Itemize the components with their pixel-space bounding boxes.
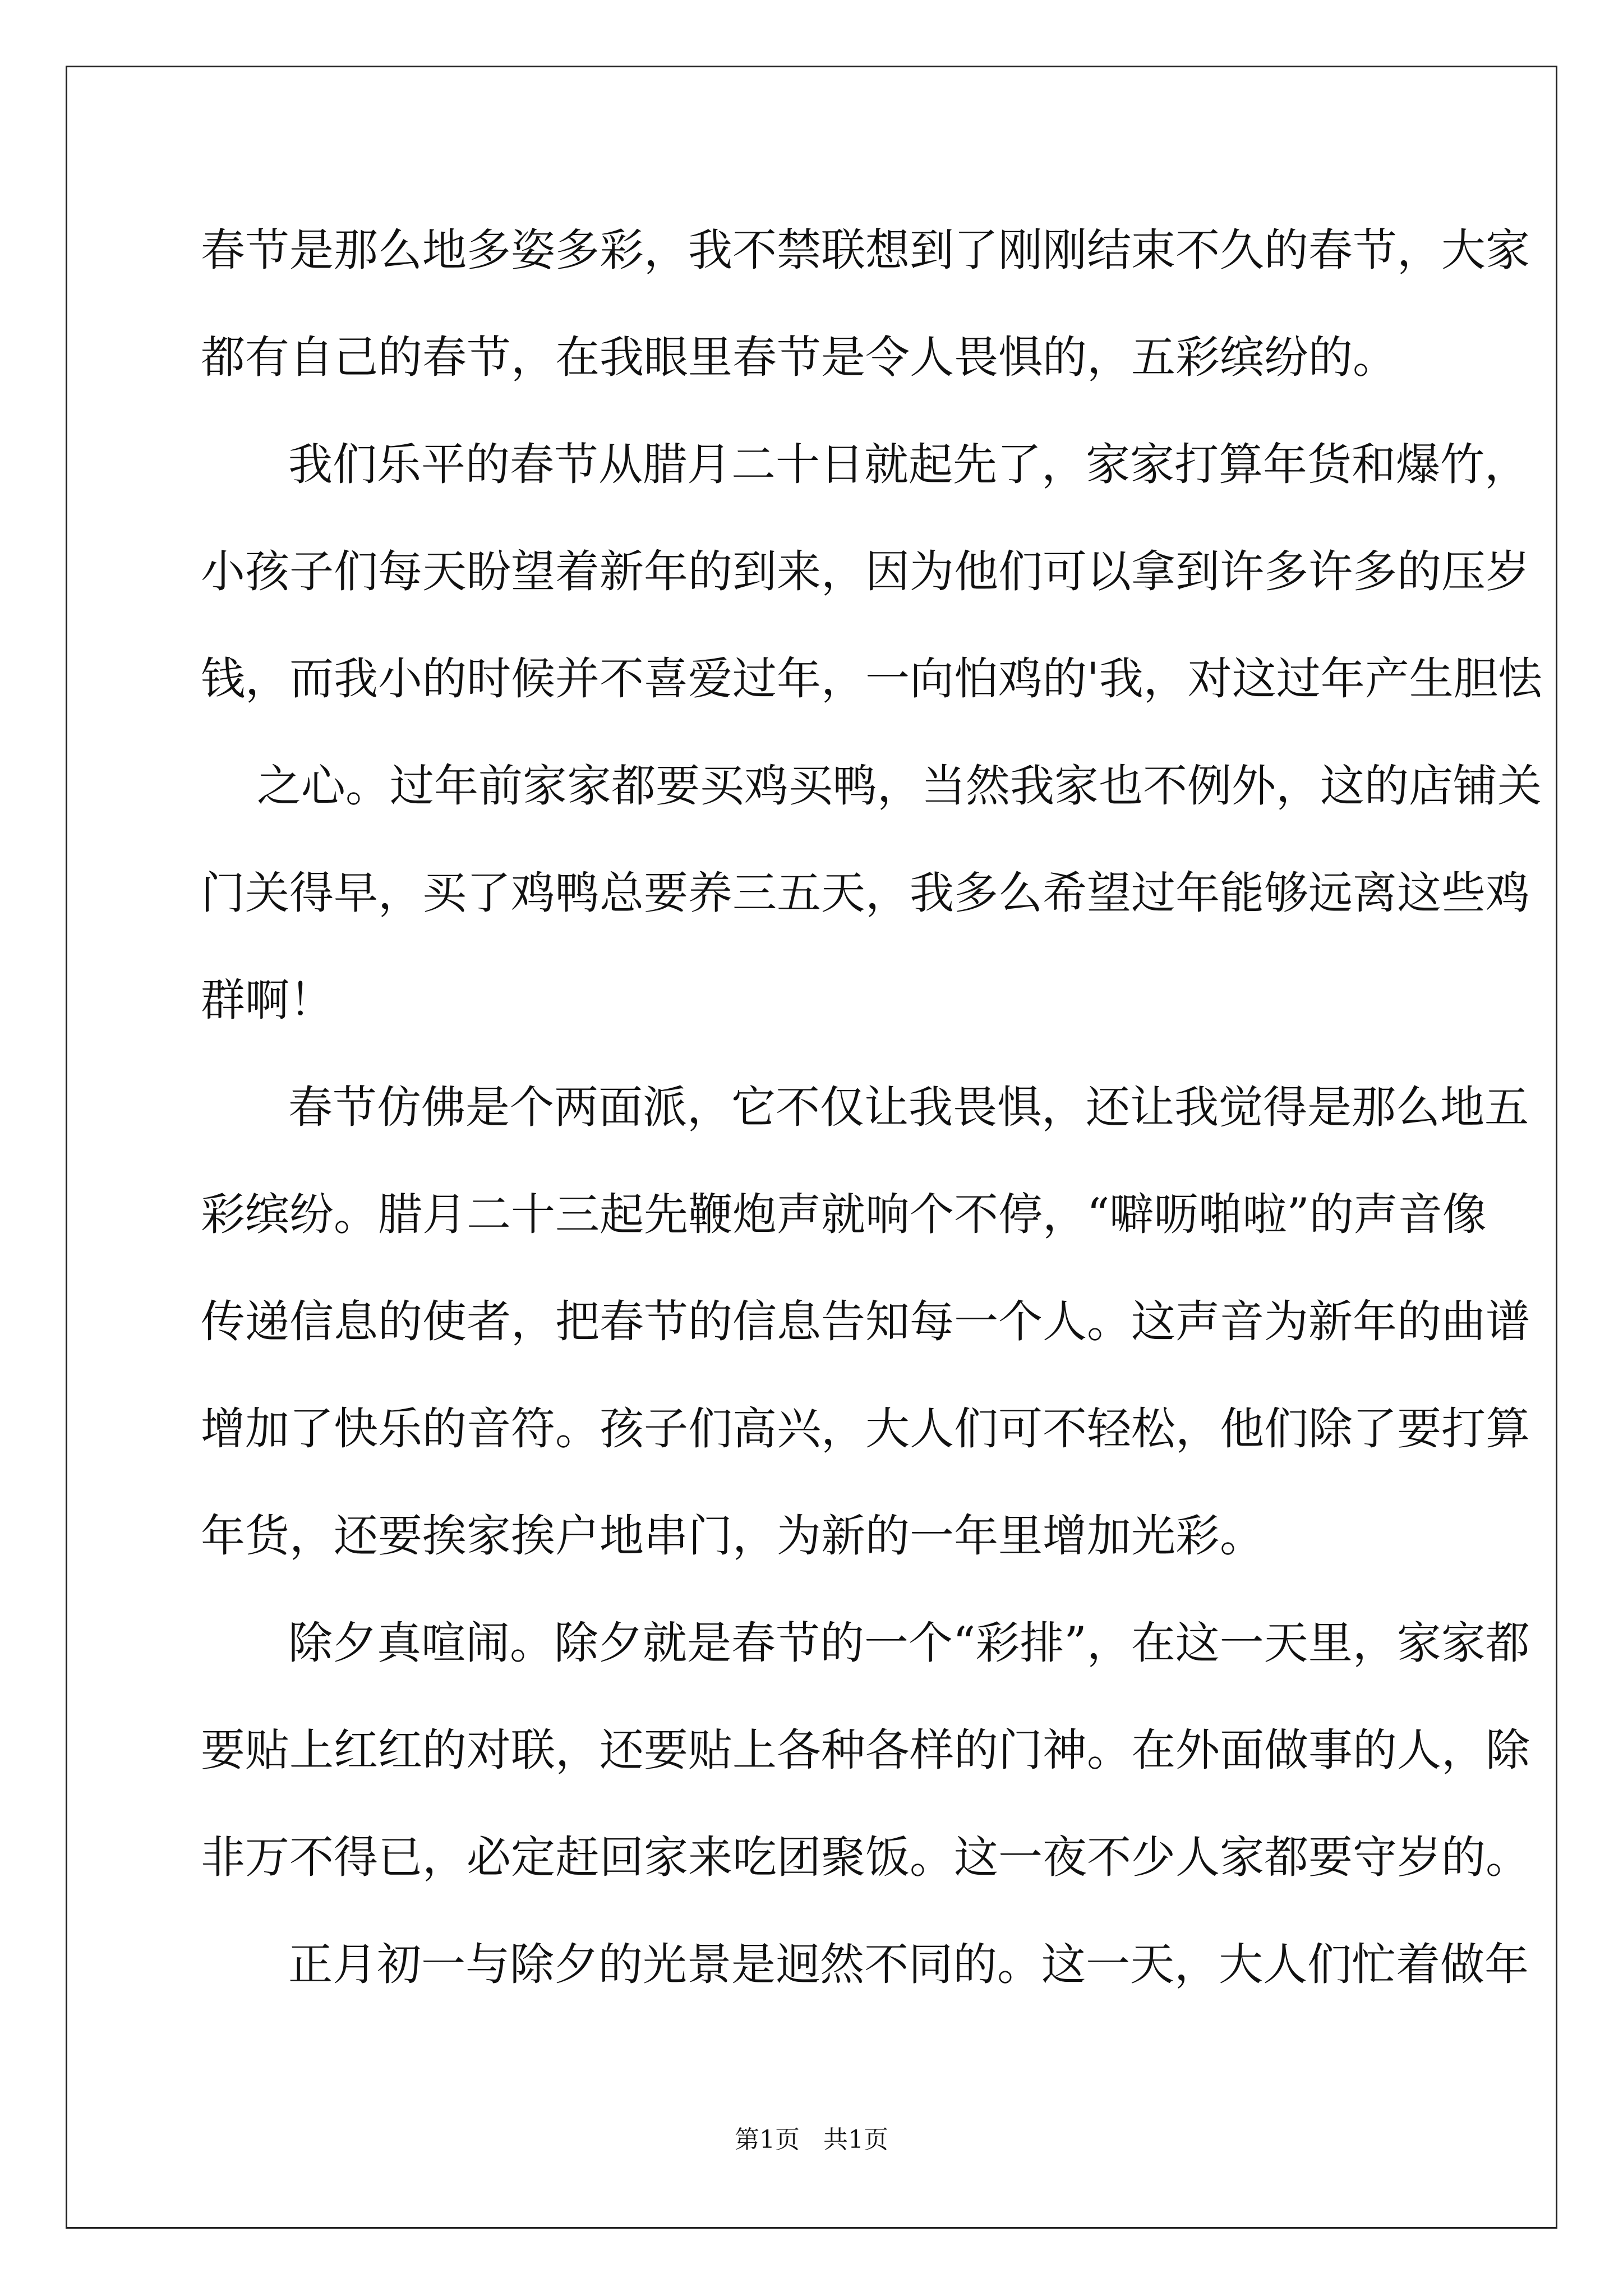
page-footer [0, 2124, 1623, 2156]
text-line: 小孩子们每天盼望着新年的到来，因为他们可以拿到许多许多的压岁 [201, 546, 1530, 597]
text-line: 都有自己的春节，在我眼里春节是令人畏惧的，五彩缤纷的。 [201, 332, 1397, 383]
text-line: 我们乐平的春节从腊月二十日就起先了，家家打算年货和爆竹， [288, 439, 1529, 490]
text-line: 要贴上红红的对联，还要贴上各种各样的门神。在外面做事的人，除 [201, 1724, 1530, 1776]
text-line: 年货，还要挨家挨户地串门，为新的一年里增加光彩。 [201, 1510, 1264, 1562]
page-number: 第1页 [735, 2125, 800, 2154]
text-line: 春节仿佛是个两面派，它不仅让我畏惧，还让我觉得是那么地五 [288, 1082, 1529, 1133]
text-line: 钱，而我小的时候并不喜爱过年，一向怕鸡的'我，对这过年产生胆怯 [201, 653, 1542, 705]
text-line: 除夕真喧闹。除夕就是春节的一个“彩排”，在这一天里，家家都 [288, 1617, 1530, 1669]
text-line: 正月初一与除夕的光景是迥然不同的。这一天，大人们忙着做年 [288, 1939, 1529, 1990]
page-total: 共1页 [823, 2125, 888, 2154]
text-line: 群啊！ [201, 974, 334, 1026]
text-line: 非万不得已，必定赶回家来吃团聚饭。这一夜不少人家都要守岁的。 [201, 1832, 1530, 1883]
page-border [66, 66, 1557, 2229]
text-line: 春节是那么地多姿多彩，我不禁联想到了刚刚结束不久的春节，大家 [201, 224, 1530, 276]
text-line: 传递信息的使者，把春节的信息告知每一个人。这声音为新年的曲谱 [201, 1296, 1530, 1347]
text-line: 彩缤纷。腊月二十三起先鞭炮声就响个不停，“噼呖啪啦”的声音像 [201, 1189, 1487, 1240]
text-line: 增加了快乐的音符。孩子们高兴，大人们可不轻松，他们除了要打算 [201, 1403, 1530, 1455]
text-line: 门关得早，买了鸡鸭总要养三五天，我多么希望过年能够远离这些鸡 [201, 867, 1530, 919]
text-line: 之心。过年前家家都要买鸡买鸭，当然我家也不例外，这的店铺关 [257, 760, 1542, 812]
